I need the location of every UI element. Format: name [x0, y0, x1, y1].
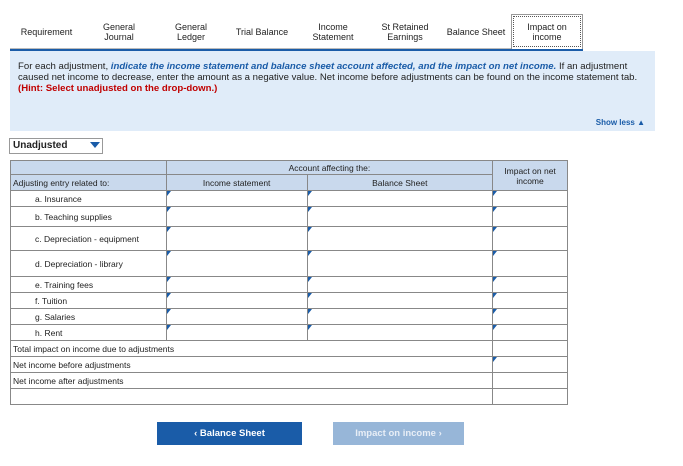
impact-input[interactable] [493, 227, 568, 251]
tab-general-ledger[interactable]: General Ledger [155, 16, 227, 49]
income-statement-select[interactable] [166, 227, 307, 251]
tab-trial-balance[interactable]: Trial Balance [227, 16, 297, 49]
instructions-panel [10, 51, 655, 131]
table-row [11, 251, 568, 277]
next-impact-on-income-button[interactable]: Impact on income › [333, 422, 464, 445]
impact-input[interactable] [493, 293, 568, 309]
balance-sheet-select[interactable] [307, 191, 493, 207]
header-income-statement: Income statement [166, 175, 307, 191]
impact-input[interactable] [493, 325, 568, 341]
income-statement-select[interactable] [166, 251, 307, 277]
blank-row [11, 389, 493, 405]
tab-income-statement[interactable]: Income Statement [297, 16, 369, 49]
net-income-after-label: Net income after adjustments [11, 373, 493, 389]
instructions-highlight: indicate the income statement and balance sheet account affected, and the impact on net income. [110, 61, 557, 72]
balance-sheet-select[interactable] [307, 227, 493, 251]
row-label: h. Rent [11, 325, 167, 341]
impact-input[interactable] [493, 309, 568, 325]
table-row [11, 325, 568, 341]
balance-sheet-select[interactable] [307, 325, 493, 341]
impact-input[interactable] [493, 251, 568, 277]
row-label: e. Training fees [11, 277, 167, 293]
tab-retained-earnings[interactable]: St Retained Earnings [369, 16, 441, 49]
income-statement-select[interactable] [166, 293, 307, 309]
show-less-link[interactable]: Show less ▲ [595, 118, 645, 127]
instructions-hint: (Hint: Select unadjusted on the drop-down.) [18, 83, 218, 94]
header-entry: Adjusting entry related to: [11, 175, 167, 191]
impact-input[interactable] [493, 207, 568, 227]
impact-input[interactable] [493, 191, 568, 207]
table-row [11, 227, 568, 251]
instructions-body: If an adjustment caused net income to decrease, enter the amount as a negative value. Net income before adjustments can be found on the income statement tab. [18, 61, 638, 83]
tab-requirement[interactable]: Requirement [10, 16, 83, 49]
net-income-before-label: Net income before adjustments [11, 357, 493, 373]
instructions-lead: For each adjustment, [18, 61, 111, 72]
balance-sheet-select[interactable] [307, 293, 493, 309]
row-label: d. Depreciation - library [11, 251, 167, 277]
tab-general-journal[interactable]: General Journal [83, 16, 155, 49]
header-impact: Impact on net income [493, 161, 568, 191]
tab-impact-on-income[interactable]: Impact on income [511, 14, 583, 49]
total-impact-label: Total impact on income due to adjustments [11, 341, 493, 357]
table-row [11, 293, 568, 309]
row-label: g. Salaries [11, 309, 167, 325]
row-label: b. Teaching supplies [11, 207, 167, 227]
balance-sheet-select[interactable] [307, 277, 493, 293]
adjustment-dropdown[interactable] [9, 138, 103, 154]
net-income-after-input[interactable] [493, 373, 568, 389]
table-row [11, 277, 568, 293]
row-label: c. Depreciation - equipment [11, 227, 167, 251]
income-statement-select[interactable] [166, 309, 307, 325]
income-statement-select[interactable] [166, 325, 307, 341]
table-row [11, 207, 568, 227]
impact-table [10, 160, 568, 405]
tab-bar [10, 16, 583, 51]
balance-sheet-select[interactable] [307, 309, 493, 325]
row-label: a. Insurance [11, 191, 167, 207]
table-row [11, 191, 568, 207]
dropdown-selected-value: Unadjusted [13, 140, 68, 151]
impact-input[interactable] [493, 277, 568, 293]
prev-balance-sheet-button[interactable]: ‹ Balance Sheet [157, 422, 302, 445]
net-income-before-input[interactable] [493, 357, 568, 373]
income-statement-select[interactable] [166, 191, 307, 207]
row-label: f. Tuition [11, 293, 167, 309]
income-statement-select[interactable] [166, 207, 307, 227]
income-statement-select[interactable] [166, 277, 307, 293]
chevron-down-icon [90, 142, 100, 148]
header-blank [11, 161, 167, 175]
header-balance-sheet: Balance Sheet [307, 175, 493, 191]
balance-sheet-select[interactable] [307, 207, 493, 227]
table-row [11, 309, 568, 325]
blank-cell [493, 389, 568, 405]
tab-balance-sheet[interactable]: Balance Sheet [441, 16, 511, 49]
balance-sheet-select[interactable] [307, 251, 493, 277]
total-impact-input[interactable] [493, 341, 568, 357]
group-header: Account affecting the: [166, 161, 492, 175]
